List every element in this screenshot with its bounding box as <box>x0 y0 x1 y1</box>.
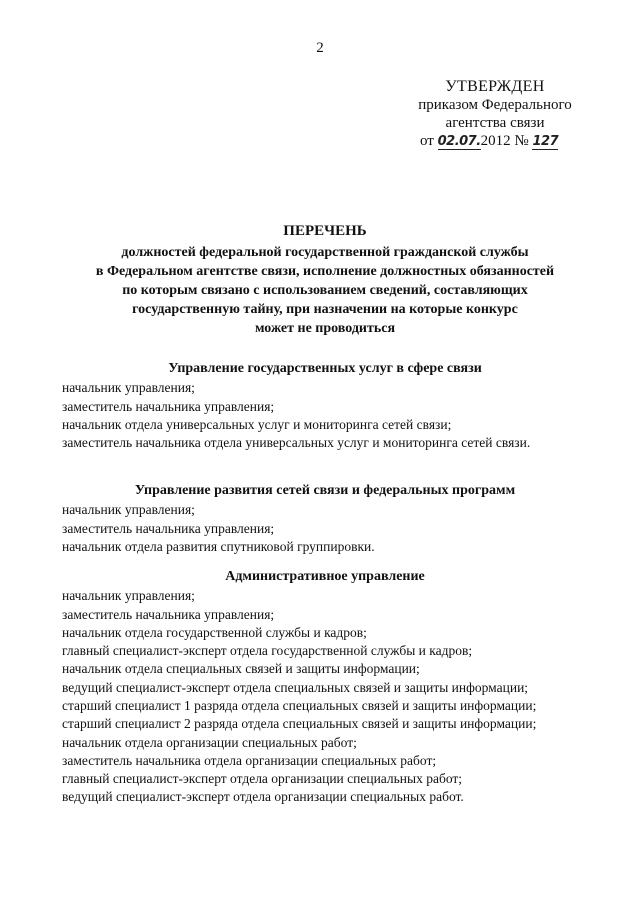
section-heading: Административное управление <box>225 569 425 584</box>
list-item: начальник отдела универсальных услуг и мониторинга сетей связи; <box>62 416 452 432</box>
list-item: начальник отдела развития спутниковой группировки. <box>62 538 375 554</box>
page-number: 2 <box>316 40 324 56</box>
approved-label: УТВЕРЖДЕН <box>445 78 545 95</box>
list-item: главный специалист-эксперт отдела организации специальных работ; <box>62 771 463 787</box>
list-item: ведущий специалист-эксперт отдела организации специальных работ. <box>62 789 464 805</box>
list-item: старший специалист 2 разряда отдела специальных связей и защиты информации; <box>62 716 537 732</box>
list-item: начальник управления; <box>62 588 195 604</box>
title-line: государственную тайну, при назначении на которые конкурс <box>132 302 518 317</box>
handwritten-number: 127 <box>532 134 559 149</box>
section-network-development <box>62 482 588 556</box>
list-item: ведущий специалист-эксперт отдела специальных связей и защиты информации; <box>62 679 529 695</box>
title-line: в Федеральном агентстве связи, исполнение должностных обязанностей <box>95 264 555 279</box>
list-item: заместитель начальника отдела организации специальных работ; <box>62 752 437 768</box>
list-item: начальник отдела организации специальных работ; <box>62 734 357 750</box>
section-heading: Управление государственных услуг в сфере связи <box>168 361 482 376</box>
list-item: заместитель начальника управления; <box>62 520 275 536</box>
title-line: по которым связано с использованием сведений, составляющих <box>122 283 528 298</box>
list-item: начальник отдела специальных связей и защиты информации; <box>62 661 420 677</box>
section-state-services <box>62 360 588 452</box>
list-item: заместитель начальника отдела универсальных услуг и мониторинга сетей связи. <box>62 435 531 451</box>
list-item: заместитель начальника управления; <box>62 606 275 622</box>
list-item: начальник отдела государственной службы и кадров; <box>62 624 367 640</box>
approval-stamp <box>400 78 590 151</box>
section-heading: Управление развития сетей связи и федеральных программ <box>134 483 516 498</box>
approval-line-2: агентства связи <box>445 115 545 131</box>
list-item: старший специалист 1 разряда отдела специальных связей и защиты информации; <box>62 697 537 713</box>
title-main: ПЕРЕЧЕНЬ <box>283 223 367 239</box>
approval-date-line <box>400 132 590 151</box>
handwritten-date: 02.07. <box>437 134 481 149</box>
list-item: начальник управления; <box>62 380 195 396</box>
date-prefix: от <box>420 133 434 149</box>
list-item: заместитель начальника управления; <box>62 398 275 414</box>
number-prefix: № <box>514 133 529 149</box>
title-line: может не проводиться <box>254 321 396 336</box>
title-line: должностей федеральной государственной гражданской службы <box>121 245 529 260</box>
list-item: главный специалист-эксперт отдела государственной службы и кадров; <box>62 643 473 659</box>
document-title <box>60 222 590 338</box>
section-administrative <box>62 568 588 807</box>
list-item: начальник управления; <box>62 502 195 518</box>
approval-line-1: приказом Федерального <box>418 97 572 113</box>
date-year: 2012 <box>480 133 511 149</box>
